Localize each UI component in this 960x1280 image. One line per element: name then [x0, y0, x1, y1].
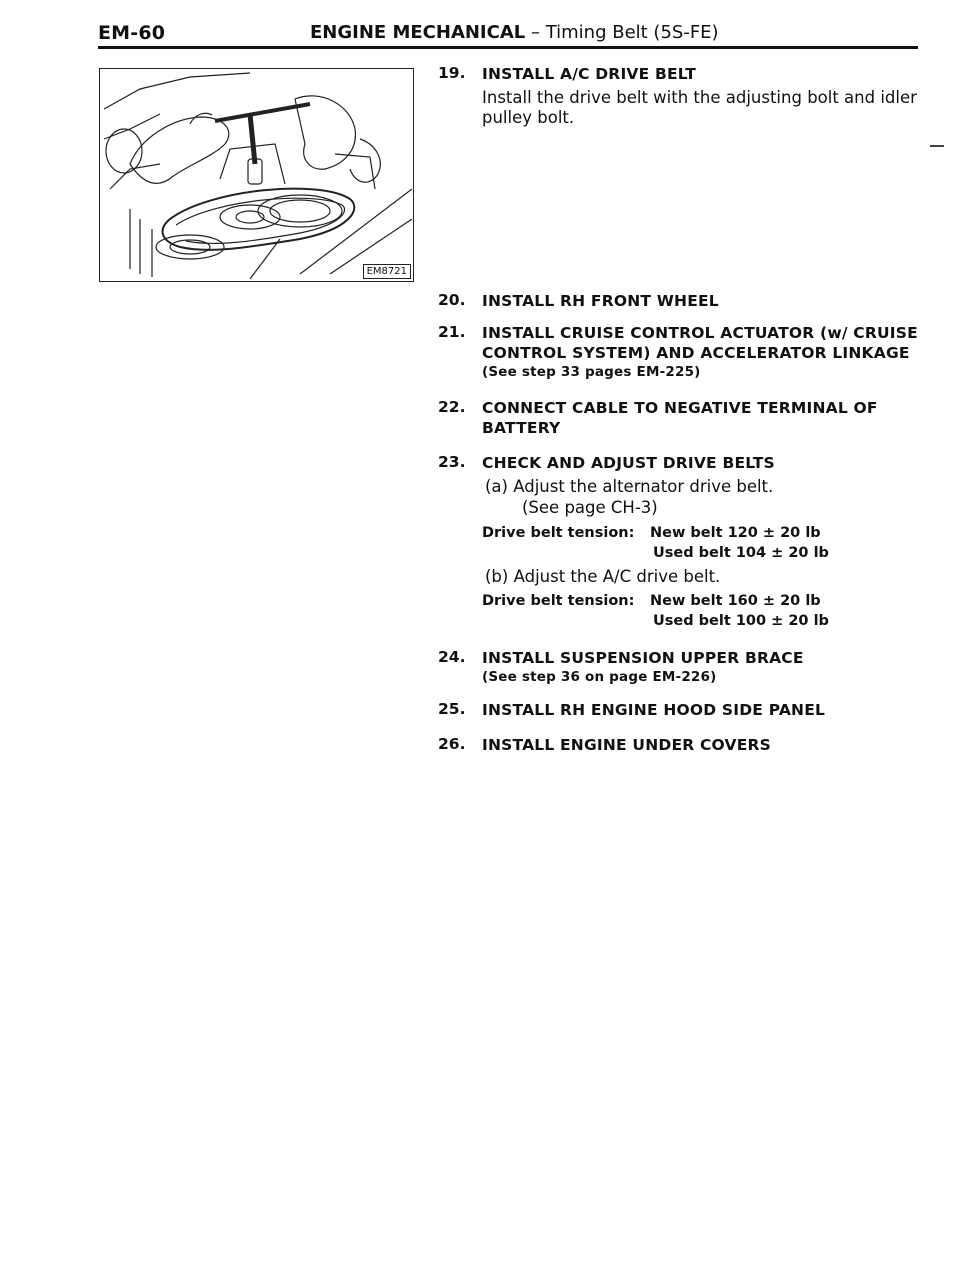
section-title-rest: – Timing Belt (5S-FE): [525, 22, 719, 43]
step-title-text: INSTALL SUSPENSION UPPER BRACE: [482, 649, 804, 667]
spec-new-belt: New belt 160 ± 20 lb: [650, 593, 821, 609]
step-note: (See step 36 on page EM-226): [482, 669, 717, 685]
step-title: [482, 648, 942, 686]
header-rule: [98, 46, 918, 49]
margin-mark: [930, 145, 944, 147]
step-title: INSTALL ENGINE UNDER COVERS: [482, 736, 771, 754]
step-number: 22.: [438, 398, 466, 416]
belt-installation-figure: [99, 68, 414, 282]
step-body: Install the drive belt with the adjusting bolt and idler pulley bolt.: [482, 88, 917, 127]
spec-new-belt: New belt 120 ± 20 lb: [650, 525, 821, 541]
substep-b: (b) Adjust the A/C drive belt.: [485, 567, 721, 586]
step-number: 20.: [438, 291, 466, 309]
page-header: [98, 22, 918, 44]
belt-installation-illustration-icon: [100, 69, 412, 280]
step-title-text: INSTALL CRUISE CONTROL ACTUATOR (w/ CRUISE CONTROL SYSTEM) AND ACCELERATOR LINKAGE: [482, 324, 918, 362]
page-code: EM-60: [98, 22, 166, 44]
section-title-bold: ENGINE MECHANICAL: [310, 22, 526, 43]
step-title: CONNECT CABLE TO NEGATIVE TERMINAL OF BATTERY: [482, 399, 878, 437]
section-title: [310, 22, 719, 43]
step-title: CHECK AND ADJUST DRIVE BELTS: [482, 454, 775, 472]
substep-a: (a) Adjust the alternator drive belt.: [485, 477, 774, 496]
step-number: 24.: [438, 648, 466, 666]
step-number: 23.: [438, 453, 466, 471]
step-number: 21.: [438, 323, 466, 341]
spec-label: Drive belt tension:: [482, 593, 635, 609]
spec-b: [482, 591, 829, 631]
spec-a: [482, 523, 829, 563]
step-number: 25.: [438, 700, 466, 718]
step-title: INSTALL RH FRONT WHEEL: [482, 292, 719, 310]
step-title: [482, 323, 942, 381]
spec-used-belt: Used belt 100 ± 20 lb: [653, 613, 829, 629]
step-note: (See step 33 pages EM-225): [482, 364, 701, 380]
substep-a-reference: (See page CH-3): [522, 498, 658, 517]
figure-code: EM8721: [363, 264, 411, 279]
step-title: INSTALL A/C DRIVE BELT: [482, 65, 697, 83]
step-title: INSTALL RH ENGINE HOOD SIDE PANEL: [482, 701, 826, 719]
step-number: 19.: [438, 64, 466, 82]
spec-used-belt: Used belt 104 ± 20 lb: [653, 545, 829, 561]
step-number: 26.: [438, 735, 466, 753]
spec-label: Drive belt tension:: [482, 525, 635, 541]
